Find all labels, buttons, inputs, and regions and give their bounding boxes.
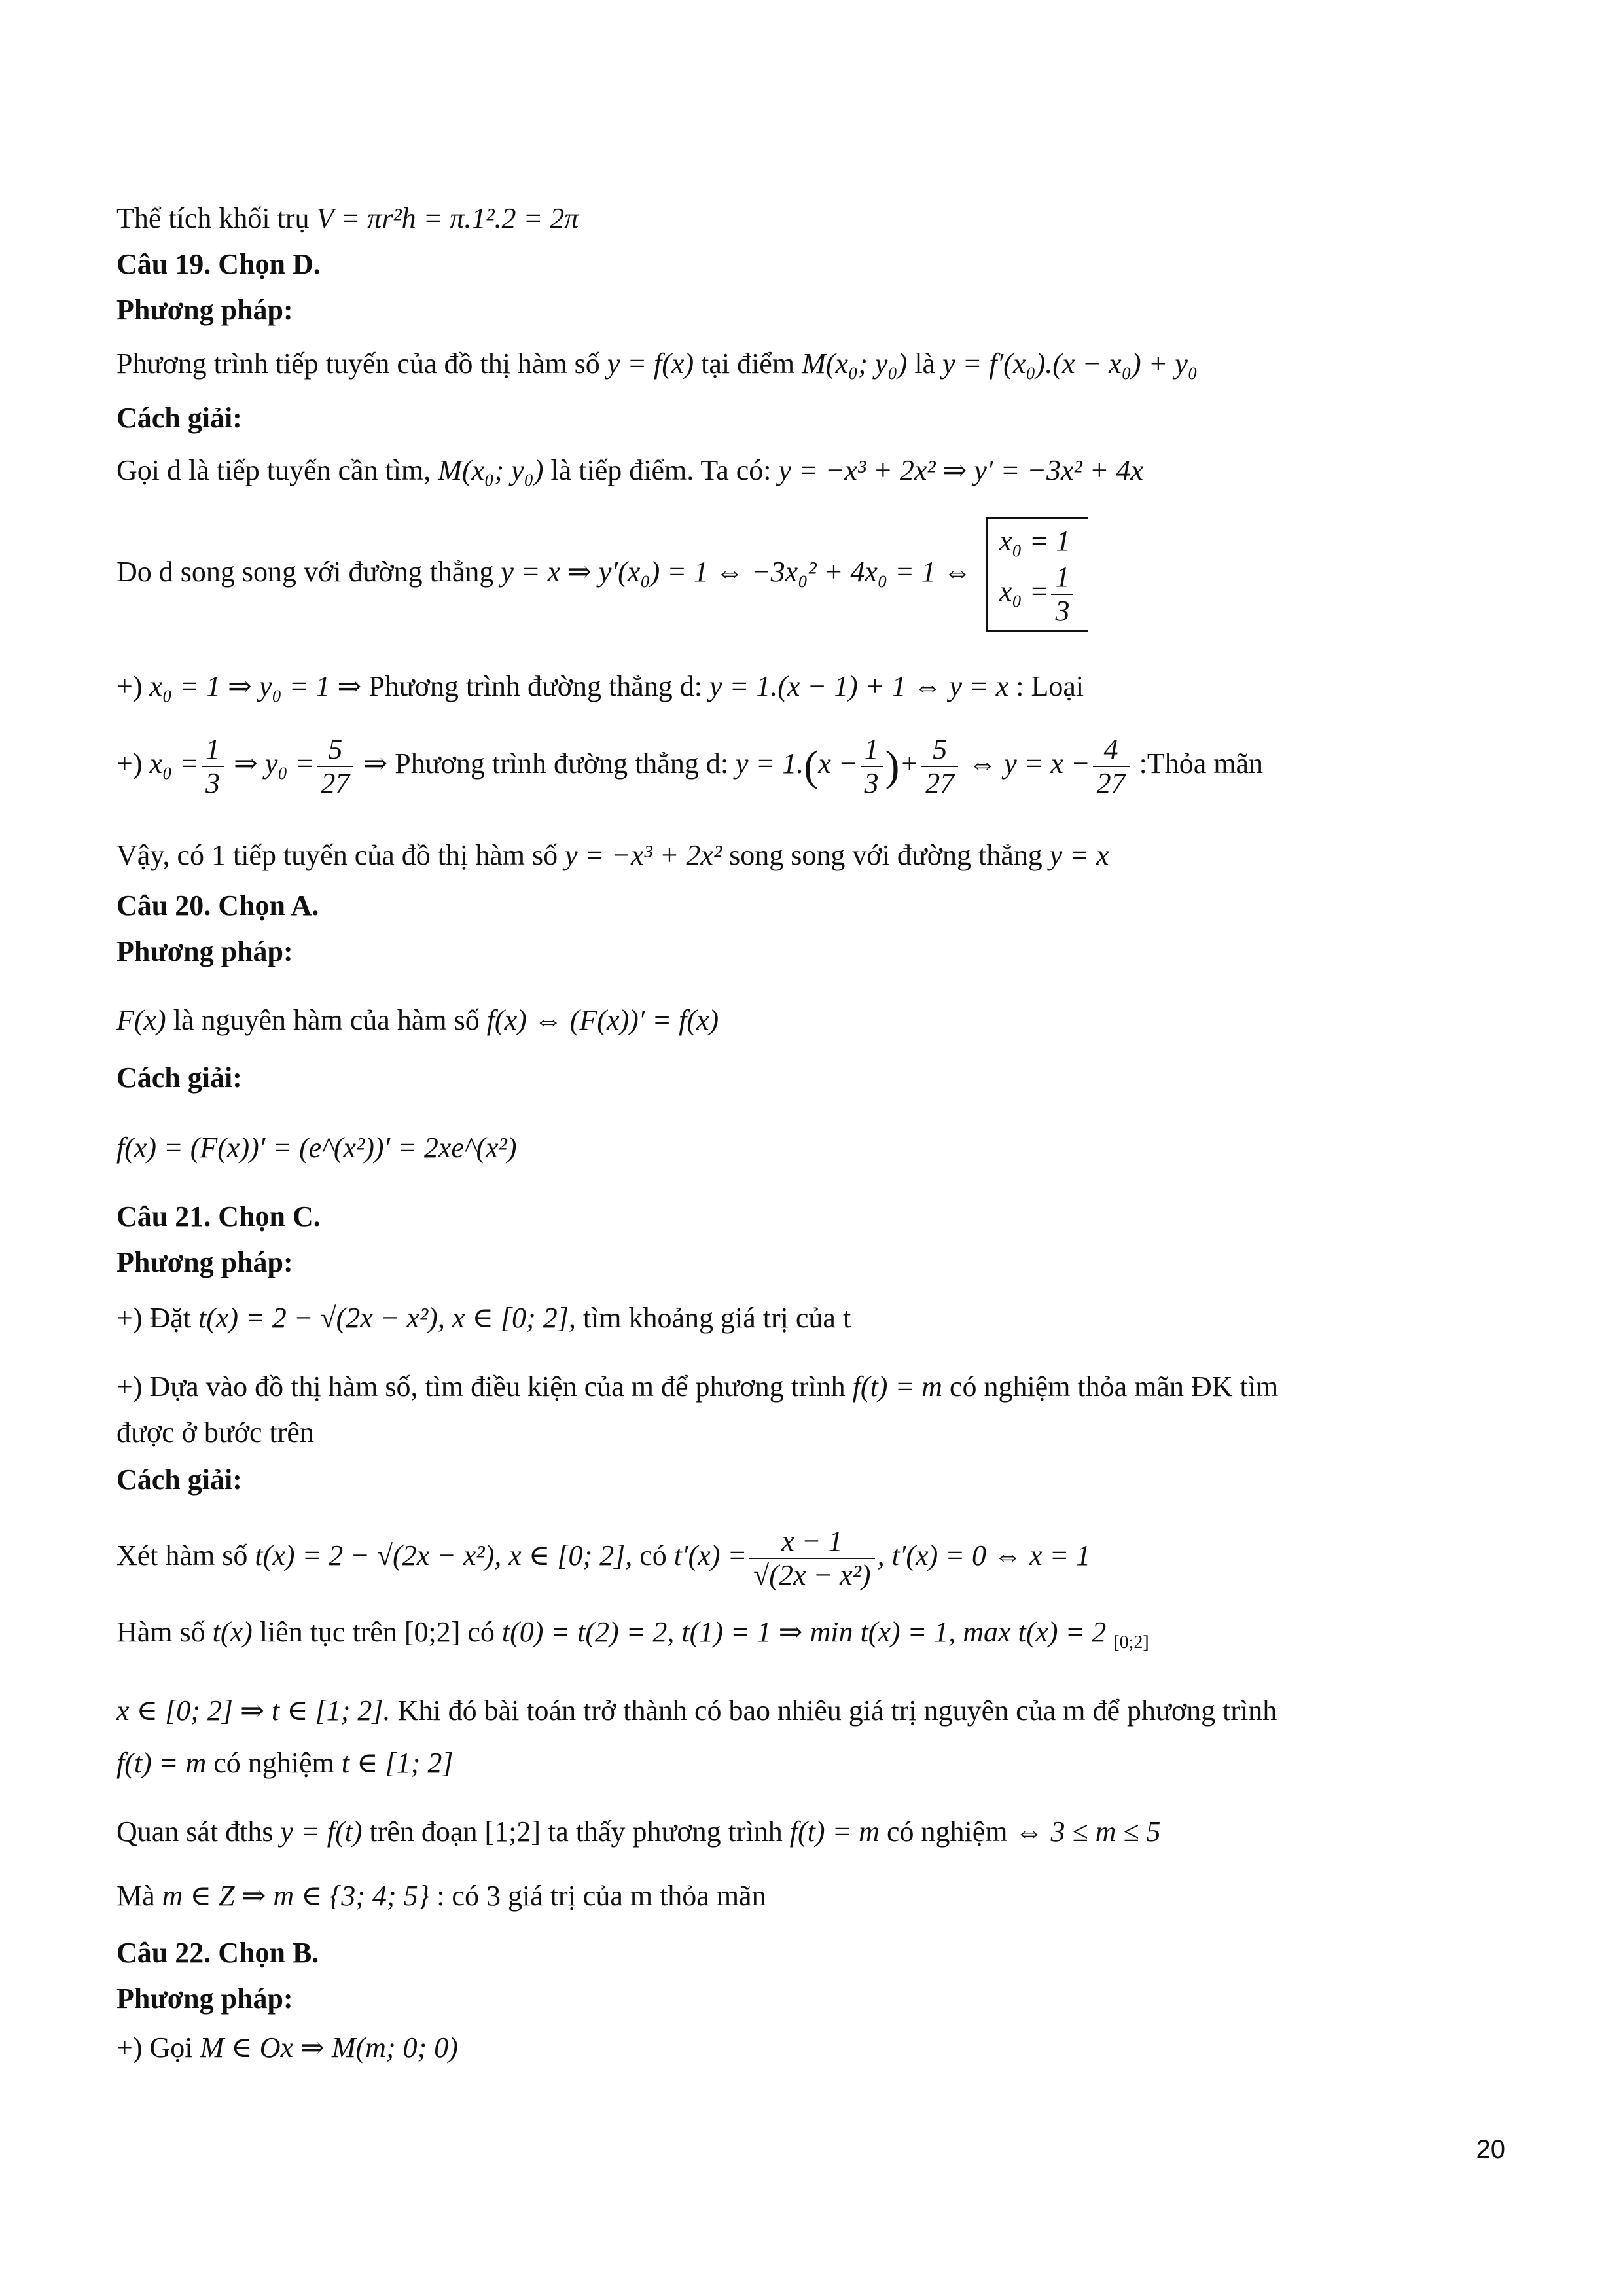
formula: , t′(x) = 0 ⇔ x = 1: [877, 1539, 1091, 1572]
question-20-heading: Câu 20. Chọn A.: [116, 889, 319, 922]
root-2: [999, 561, 1077, 628]
formula: M ∈ Ox ⇒ M(m; 0; 0): [200, 2032, 458, 2064]
line-parallel-condition: [116, 517, 1088, 632]
formula: t(x) = 2 − √(2x − x²), x ∈ [0; 2],: [255, 1539, 633, 1572]
line-substitution: [116, 1299, 851, 1337]
formula: f(t) = m: [116, 1747, 207, 1779]
line-integer-values: [116, 1877, 766, 1915]
text: +) Dựa vào đồ thị hàm số, tìm điều kiện của m để phương trình: [116, 1371, 846, 1403]
line-derivative: [116, 452, 1143, 490]
text: tại điểm: [701, 348, 795, 380]
line-function-t: [116, 1525, 1090, 1592]
text: Phương trình đường thẳng d:: [368, 670, 703, 702]
formula: M(x₀; y₀): [438, 454, 544, 486]
text: liên tục trên [0;2] có: [259, 1616, 495, 1648]
formula: F(x): [116, 1004, 166, 1036]
method-heading-21: Phương pháp:: [116, 1246, 293, 1278]
formula: y = f(x): [607, 348, 694, 380]
text: Khi đó bài toán trở thành có bao nhiêu giá trị nguyên của m để phương trình: [397, 1695, 1277, 1727]
text: có nghiệm: [886, 1816, 1008, 1848]
line-antiderivative: [116, 1001, 719, 1039]
text: +): [116, 670, 143, 702]
subscript: [0;2]: [1113, 1632, 1149, 1653]
text: là tiếp điểm. Ta có:: [550, 454, 772, 486]
text: Hàm số: [116, 1616, 205, 1648]
formula: x₀ =: [999, 575, 1049, 608]
formula: m ∈ Z ⇒ m ∈ {3; 4; 5}: [162, 1880, 430, 1912]
text: có nghiệm: [213, 1747, 334, 1779]
formula: ⇔ 3 ≤ m ≤ 5: [1014, 1816, 1161, 1848]
formula: x₀ = 1 ⇒ y₀ = 1 ⇒: [149, 670, 362, 702]
text: +): [116, 747, 143, 780]
line-tangent-formula: [116, 345, 1198, 383]
formula: y = 1.(x − 1) + 1 ⇔ y = x: [709, 670, 1009, 702]
line-range: [116, 1692, 1277, 1730]
formula: y = x ⇒ y′(x₀) = 1 ⇔ −3x₀² + 4x₀ = 1 ⇔: [501, 556, 972, 588]
text: +) Gọi: [116, 2032, 193, 2064]
text: : có 3 giá trị của m thỏa mãn: [437, 1880, 766, 1912]
question-19-heading: Câu 19. Chọn D.: [116, 248, 321, 280]
formula: t(0) = t(2) = 2, t(1) = 1 ⇒ min t(x) = 1, max t(x) = 2: [501, 1616, 1107, 1648]
formula: t′(x) =: [673, 1539, 747, 1572]
fraction: $\frac{1}{3}$: [861, 733, 883, 800]
method-heading-22: Phương pháp:: [116, 1982, 293, 2015]
text: : Loại: [1016, 670, 1084, 702]
formula: M(x₀; y₀): [802, 348, 908, 380]
formula: y = −x³ + 2x²: [565, 839, 722, 871]
fraction: $\frac{1}{3}$: [1051, 561, 1073, 628]
method-heading-19: Phương pháp:: [116, 294, 293, 326]
line-point-on-ox: [116, 2029, 458, 2067]
method-heading-20: Phương pháp:: [116, 935, 293, 967]
solution-heading-19: Cách giải:: [116, 402, 242, 434]
formula: f(t) = m: [789, 1816, 880, 1848]
text: Vậy, có 1 tiếp tuyến của đồ thị hàm số: [116, 839, 558, 871]
formula: x ∈ [0; 2] ⇒ t ∈ [1; 2].: [116, 1695, 391, 1727]
formula: ⇒ y₀ =: [234, 747, 315, 780]
text: Xét hàm số: [116, 1539, 248, 1572]
text: trên đoạn [1;2] ta thấy phương trình: [369, 1816, 783, 1848]
line-continuity: [116, 1613, 1149, 1662]
question-22-heading: Câu 22. Chọn B.: [116, 1937, 319, 1969]
paren: (: [804, 742, 819, 790]
line-conclusion-19: [116, 836, 1109, 874]
formula: V = πr²h = π.1².2 = 2π: [316, 202, 579, 234]
line-case-2: [116, 733, 1263, 800]
line-observation: [116, 1813, 1161, 1851]
paren: ): [885, 742, 900, 790]
line-case-1: [116, 668, 1084, 706]
text: Phương trình tiếp tuyến của đồ thị hàm số: [116, 348, 600, 380]
formula: t(x): [212, 1616, 253, 1648]
line-equation-root: [116, 1744, 453, 1782]
text: song song với đường thẳng: [729, 839, 1043, 871]
text: có: [639, 1539, 667, 1572]
fraction: $\frac{4}{27}$: [1093, 733, 1130, 800]
text: :Thỏa mãn: [1139, 747, 1264, 780]
formula: t(x) = 2 − √(2x − x²), x ∈ [0; 2],: [198, 1302, 576, 1334]
formula: y = f(t): [280, 1816, 363, 1848]
text: +) Đặt: [116, 1302, 191, 1334]
text: là nguyên hàm của hàm số: [173, 1004, 480, 1036]
formula: x₀ =: [149, 747, 199, 780]
page-number: 20: [1476, 2135, 1505, 2164]
formula: +: [899, 747, 919, 780]
text: Do d song song với đường thẳng: [116, 556, 494, 588]
solution-system: [986, 517, 1088, 632]
text: Quan sát đths: [116, 1816, 274, 1848]
solution-heading-20: Cách giải:: [116, 1062, 242, 1094]
fraction: $\frac{1}{3}$: [202, 733, 224, 800]
line-volume: [116, 200, 579, 238]
root-1: x₀ = 1: [999, 525, 1071, 557]
formula: y = 1.: [736, 747, 804, 780]
formula: t ∈ [1; 2]: [341, 1747, 454, 1779]
question-21-heading: Câu 21. Chọn C.: [116, 1200, 321, 1232]
text: Mà: [116, 1880, 155, 1912]
formula: x −: [818, 747, 858, 780]
formula: ⇒: [363, 747, 388, 780]
formula: ⇔ y = x −: [968, 747, 1090, 780]
text: Thể tích khối trụ: [116, 202, 310, 234]
text: tìm khoảng giá trị của t: [582, 1302, 851, 1334]
solution-heading-21: Cách giải:: [116, 1463, 242, 1496]
line-derivative-result: [116, 1129, 516, 1167]
text: có nghiệm thỏa mãn ĐK tìm: [949, 1371, 1279, 1403]
formula: f(t) = m: [852, 1371, 942, 1403]
formula: f(x) = (F(x))′ = (e^(x²))′ = 2xe^(x²): [116, 1132, 517, 1164]
fraction: $\frac{x - 1}{\text{√(2x − x²)}}$: [749, 1525, 874, 1592]
formula: y = x: [1049, 839, 1109, 871]
formula: y = −x³ + 2x² ⇒ y′ = −3x² + 4x: [778, 454, 1143, 486]
text: Gọi d là tiếp tuyến cần tìm,: [116, 454, 431, 486]
text: là: [914, 348, 936, 380]
fraction: $\frac{5}{27}$: [921, 733, 958, 800]
formula: y = f′(x₀).(x − x₀) + y₀: [942, 348, 1198, 380]
line-graph-condition-cont: được ở bước trên: [116, 1416, 314, 1448]
formula: f(x) ⇔ (F(x))′ = f(x): [486, 1004, 719, 1036]
line-graph-condition: [116, 1368, 1278, 1406]
text: Phương trình đường thẳng d:: [395, 747, 729, 780]
fraction: $\frac{5}{27}$: [317, 733, 353, 800]
